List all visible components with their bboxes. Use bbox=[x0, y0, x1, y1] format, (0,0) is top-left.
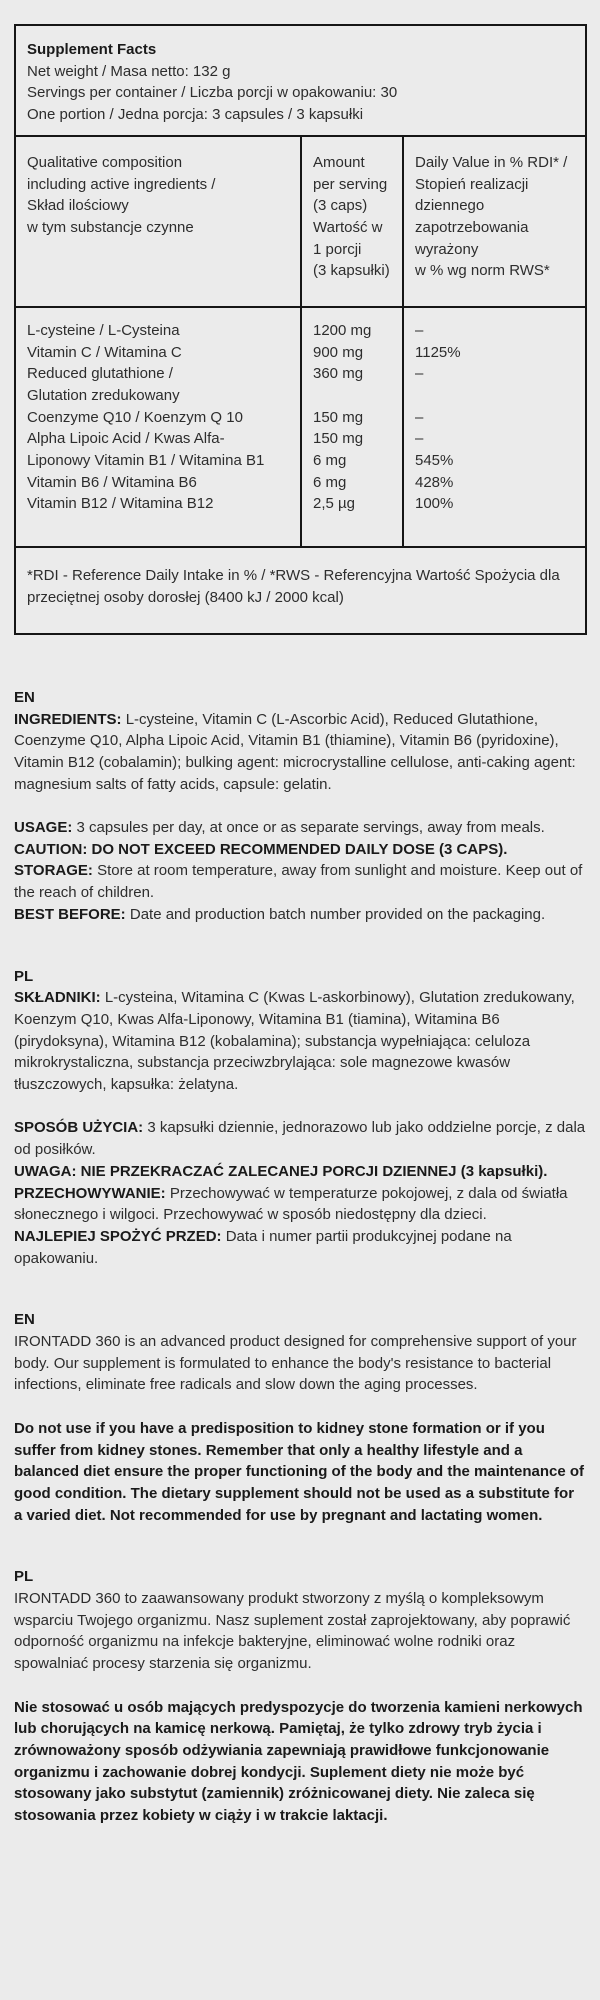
header-line: zapotrzebowania bbox=[415, 218, 529, 236]
best-before-paragraph bbox=[14, 904, 586, 926]
header-qualitative-composition bbox=[16, 137, 300, 306]
ingredient-daily-values-cell bbox=[402, 308, 585, 546]
ingredient-line: Reduced glutathione / bbox=[27, 365, 173, 383]
header-line: (3 caps) bbox=[313, 197, 368, 215]
storage-text: Store at room temperature, away from sunlight and moisture. Keep out of the reach of children. bbox=[14, 862, 583, 902]
header-line: w % wg norm RWS* bbox=[415, 262, 550, 280]
ingredients-text: L-cysteine, Vitamin C (L-Ascorbic Acid), Reduced Glutathione, Coenzyme Q10, Alpha Lipoic Acid, Vitamin B1 (thiamine), Vitamin B6 (pyridoxine), Vitamin B12 (cobalamin); bulking agent: microcrystalline cellulose, anti-caking agent: magnesium salts of fatty acids, capsule: gelatin. bbox=[14, 710, 576, 793]
ingredients-paragraph bbox=[14, 709, 586, 796]
daily-value-line: 428% bbox=[415, 473, 454, 491]
amount-line: 2,5 µg bbox=[313, 495, 356, 513]
ingredient-amounts-cell bbox=[300, 308, 402, 546]
header-line: Skład ilościowy bbox=[27, 197, 129, 215]
en-label-2: EN bbox=[14, 1311, 35, 1329]
pl-label-2: PL bbox=[14, 1568, 34, 1586]
ingredient-line: L-cysteine / L-Cysteina bbox=[27, 321, 180, 339]
daily-value-line bbox=[415, 385, 577, 407]
usage-text: 3 capsules per day, at once or as separate servings, away from meals. bbox=[76, 819, 545, 837]
amount-line: 1200 mg bbox=[313, 321, 372, 339]
supplement-facts-info-lines bbox=[27, 61, 574, 126]
storage-paragraph bbox=[14, 860, 586, 903]
header-line: Wartość w bbox=[313, 218, 383, 236]
amount-line: 6 mg bbox=[313, 473, 347, 491]
header-line: (3 kapsułki) bbox=[313, 262, 390, 280]
przechowywanie-heading: PRZECHOWYWANIE: bbox=[14, 1184, 166, 1202]
ingredients-heading: INGREDIENTS: bbox=[14, 710, 122, 728]
amount-line: 6 mg bbox=[313, 452, 347, 470]
ingredient-line: Liponowy Vitamin B1 / Witamina B1 bbox=[27, 452, 265, 470]
pl-label-1: PL bbox=[14, 967, 34, 985]
info-line: Net weight / Masa netto: 132 g bbox=[27, 62, 231, 80]
daily-value-line: – bbox=[415, 430, 424, 448]
skladniki-paragraph bbox=[14, 987, 586, 1096]
amount-line: 150 mg bbox=[313, 430, 364, 448]
en-description-paragraph: IRONTADD 360 is an advanced product designed for comprehensive support of your body. Our supplement is formulated to enhance the body's resistance to bacterial infections, eliminate free radicals and slow down the aging processes. bbox=[14, 1333, 577, 1394]
ingredient-line: Vitamin B12 / Witamina B12 bbox=[27, 495, 214, 513]
header-line: wyrażony bbox=[415, 240, 479, 258]
daily-value-line: – bbox=[415, 408, 424, 426]
najlepiej-paragraph bbox=[14, 1226, 586, 1269]
best-before-heading: BEST BEFORE: bbox=[14, 905, 126, 923]
skladniki-text: L-cysteina, Witamina C (Kwas L-askorbinowy), Glutation zredukowany, Koenzym Q10, Kwas Alfa-Liponowy, Witamina B1 (tiamina), Witamina B6 (pirydoksyna), Witamina B12 (kobalamina); substancja wypełniająca: celuloza mikrokrystaliczna, substancja przeciwzbrylająca: sole magnezowe kwasów tłuszczowych, kapsułka: żelatyna. bbox=[14, 989, 575, 1094]
ingredient-line: Vitamin B6 / Witamina B6 bbox=[27, 473, 197, 491]
pl-description-paragraph: IRONTADD 360 to zaawansowany produkt stworzony z myślą o kompleksowym wsparciu Twojego organizmu. Nasz suplement został zaprojektowany, aby poprawić odporność organizmu na infekcje bakteryjne, eliminować wolne rodniki oraz spowalniać procesy starzenia się organizmu. bbox=[14, 1590, 571, 1673]
daily-value-line: – bbox=[415, 365, 424, 383]
header-line: Daily Value in % RDI* / bbox=[415, 153, 568, 171]
przechowywanie-paragraph bbox=[14, 1183, 586, 1226]
header-line: Qualitative composition bbox=[27, 153, 183, 171]
daily-value-line: 1125% bbox=[415, 343, 461, 361]
header-line: dziennego bbox=[415, 197, 485, 215]
table-data-row bbox=[16, 308, 585, 548]
ingredient-line: Vitamin C / Witamina C bbox=[27, 343, 182, 361]
uwaga-paragraph: UWAGA: NIE PRZEKRACZAĆ ZALECANEJ PORCJI DZIENNEJ (3 kapsułki). bbox=[14, 1162, 548, 1180]
best-before-text: Date and production batch number provided on the packaging. bbox=[129, 905, 546, 923]
amount-line: 900 mg bbox=[313, 343, 364, 361]
caution-paragraph: CAUTION: DO NOT EXCEED RECOMMENDED DAILY DOSE (3 CAPS). bbox=[14, 840, 508, 858]
header-line: 1 porcji bbox=[313, 240, 362, 258]
table-header-row bbox=[16, 137, 585, 308]
header-line: per serving bbox=[313, 175, 388, 193]
ingredient-names-cell bbox=[16, 308, 300, 546]
info-line: One portion / Jedna porcja: 3 capsules / 3 kapsułki bbox=[27, 106, 364, 124]
header-line: including active ingredients / bbox=[27, 175, 216, 193]
ingredient-line: Glutation zredukowany bbox=[27, 386, 180, 404]
amount-line bbox=[313, 385, 394, 407]
skladniki-heading: SKŁADNIKI: bbox=[14, 989, 101, 1007]
przechowywanie-text: Przechowywać w temperaturze pokojowej, z dala od światła słonecznego i wilgoci. Przechowywać w sposób niedostępny dla dzieci. bbox=[14, 1184, 568, 1224]
amount-line: 360 mg bbox=[313, 365, 364, 383]
sposob-uzycia-text: 3 kapsułki dziennie, jednorazowo lub jako oddzielne porcje, z dala od posiłków. bbox=[14, 1119, 586, 1159]
header-line: w tym substancje czynne bbox=[27, 218, 194, 236]
pl-warning-paragraph: Nie stosować u osób mających predyspozycje do tworzenia kamieni nerkowych lub chorujących na kamicę nerkową. Pamiętaj, że tylko zdrowy tryb życia i zrównoważony sposób odżywiania zapewniają prawidłowe funkcjonowanie organizmu i zachowanie dobrej kondycji. Suplement diety nie może być stosowany jako substytut (zamiennik) zróżnicowanej diety. Nie zaleca się stosowania przez kobiety w ciąży i w trakcie laktacji. bbox=[14, 1698, 583, 1825]
usage-heading: USAGE: bbox=[14, 819, 73, 837]
storage-heading: STORAGE: bbox=[14, 862, 93, 880]
supplement-facts-table bbox=[14, 24, 587, 635]
ingredient-line: Alpha Lipoic Acid / Kwas Alfa- bbox=[27, 430, 225, 448]
sposob-uzycia-paragraph bbox=[14, 1117, 586, 1160]
header-daily-value bbox=[402, 137, 585, 306]
supplement-facts-info bbox=[16, 26, 585, 137]
najlepiej-heading: NAJLEPIEJ SPOŻYĆ PRZED: bbox=[14, 1227, 222, 1245]
daily-value-line: 100% bbox=[415, 495, 454, 513]
usage-paragraph bbox=[14, 817, 586, 839]
daily-value-line: 545% bbox=[415, 452, 454, 470]
daily-value-line: – bbox=[415, 321, 424, 339]
header-line: Amount bbox=[313, 153, 365, 171]
header-amount-per-serving bbox=[300, 137, 402, 306]
najlepiej-text: Data i numer partii produkcyjnej podane na opakowaniu. bbox=[14, 1227, 512, 1267]
table-footnote: *RDI - Reference Daily Intake in % / *RWS - Referencyjna Wartość Spożycia dla przeciętnej osoby dorosłej (8400 kJ / 2000 kcal) bbox=[27, 566, 560, 606]
info-text-area bbox=[14, 687, 588, 1827]
ingredient-line: Coenzyme Q10 / Koenzym Q 10 bbox=[27, 408, 243, 426]
supplement-facts-title: Supplement Facts bbox=[27, 41, 157, 58]
en-warning-paragraph: Do not use if you have a predisposition to kidney stone formation or if you suffer from kidney stones. Remember that only a healthy lifestyle and a balanced diet ensure the proper functioning of the body and the maintenance of good condition. The dietary supplement should not be used as a substitute for a varied diet. Not recommended for use by pregnant and lactating women. bbox=[14, 1419, 585, 1524]
info-line: Servings per container / Liczba porcji w opakowaniu: 30 bbox=[27, 84, 398, 102]
sposob-uzycia-heading: SPOSÓB UŻYCIA: bbox=[14, 1119, 144, 1137]
en-label-1: EN bbox=[14, 688, 35, 706]
amount-line: 150 mg bbox=[313, 408, 364, 426]
header-line: Stopień realizacji bbox=[415, 175, 529, 193]
